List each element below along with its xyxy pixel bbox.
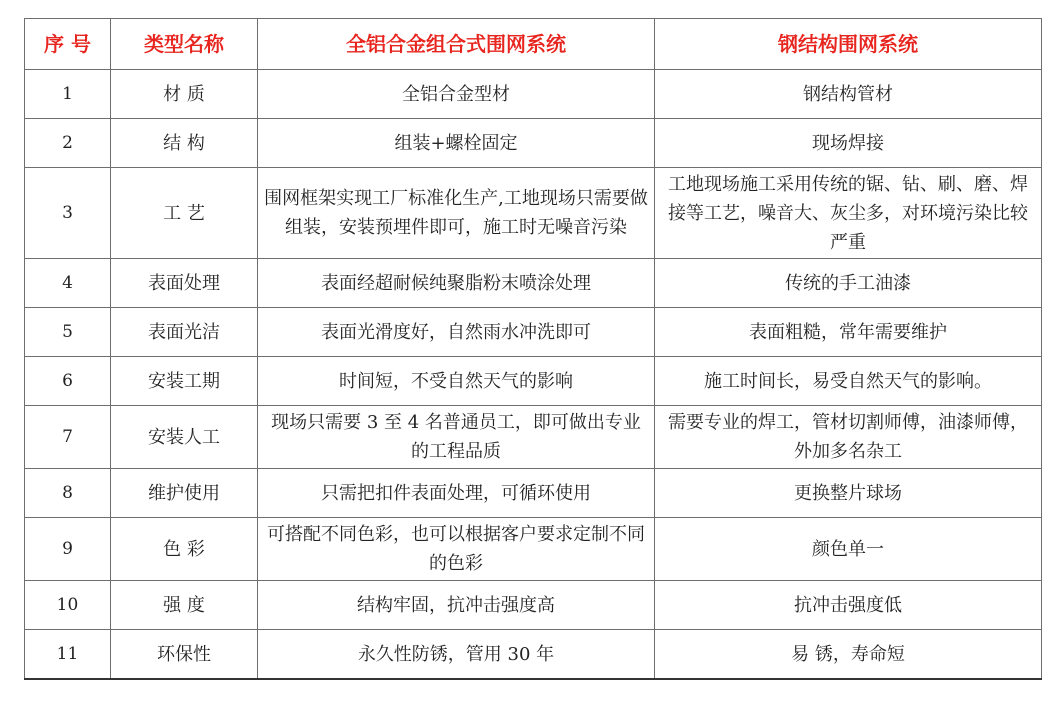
row-steel-cell: 传统的手工油漆 <box>655 259 1042 308</box>
row-type-name: 安装人工 <box>111 406 258 469</box>
row-steel-cell: 钢结构管材 <box>655 70 1042 119</box>
row-aluminum-cell: 组装+螺栓固定 <box>258 119 655 168</box>
header-serial-number: 序 号 <box>25 19 111 70</box>
row-type-name: 强 度 <box>111 581 258 630</box>
table-row <box>25 630 1042 680</box>
row-steel-cell: 需要专业的焊工，管材切割师傅，油漆师傅，外加多名杂工 <box>655 406 1042 469</box>
row-aluminum-cell: 表面光滑度好，自然雨水冲洗即可 <box>258 308 655 357</box>
row-steel-cell: 表面粗糙，常年需要维护 <box>655 308 1042 357</box>
row-type-name: 工 艺 <box>111 168 258 259</box>
row-steel-cell: 现场焊接 <box>655 119 1042 168</box>
row-type-name: 环保性 <box>111 630 258 680</box>
row-steel-cell: 易 锈，寿命短 <box>655 630 1042 680</box>
row-aluminum-cell: 可搭配不同色彩，也可以根据客户要求定制不同的色彩 <box>258 518 655 581</box>
row-aluminum-cell: 表面经超耐候纯聚脂粉末喷涂处理 <box>258 259 655 308</box>
header-type-name: 类型名称 <box>111 19 258 70</box>
row-number: 6 <box>25 357 111 406</box>
row-type-name: 表面处理 <box>111 259 258 308</box>
row-steel-cell: 施工时间长，易受自然天气的影响。 <box>655 357 1042 406</box>
row-number: 2 <box>25 119 111 168</box>
row-number: 11 <box>25 630 111 680</box>
row-aluminum-cell: 结构牢固，抗冲击强度高 <box>258 581 655 630</box>
table-row <box>25 168 1042 259</box>
table-row <box>25 357 1042 406</box>
header-steel-system: 钢结构围网系统 <box>655 19 1042 70</box>
row-type-name: 表面光洁 <box>111 308 258 357</box>
row-number: 10 <box>25 581 111 630</box>
header-row <box>25 19 1042 70</box>
table-row <box>25 308 1042 357</box>
row-type-name: 色 彩 <box>111 518 258 581</box>
row-type-name: 材 质 <box>111 70 258 119</box>
row-steel-cell: 工地现场施工采用传统的锯、钻、刷、磨、焊接等工艺，噪音大、灰尘多，对环境污染比较严重 <box>655 168 1042 259</box>
row-number: 1 <box>25 70 111 119</box>
row-aluminum-cell: 永久性防锈，管用 30 年 <box>258 630 655 680</box>
table-row <box>25 518 1042 581</box>
row-number: 8 <box>25 469 111 518</box>
header-aluminum-system: 全铝合金组合式围网系统 <box>258 19 655 70</box>
table-row <box>25 469 1042 518</box>
row-number: 5 <box>25 308 111 357</box>
table-row <box>25 581 1042 630</box>
table-row <box>25 406 1042 469</box>
table-row <box>25 259 1042 308</box>
table-row <box>25 70 1042 119</box>
table-row <box>25 119 1042 168</box>
row-type-name: 维护使用 <box>111 469 258 518</box>
row-aluminum-cell: 全铝合金型材 <box>258 70 655 119</box>
row-steel-cell: 更换整片球场 <box>655 469 1042 518</box>
row-number: 4 <box>25 259 111 308</box>
row-number: 7 <box>25 406 111 469</box>
row-number: 3 <box>25 168 111 259</box>
row-steel-cell: 颜色单一 <box>655 518 1042 581</box>
comparison-table <box>24 18 1042 680</box>
row-aluminum-cell: 只需把扣件表面处理，可循环使用 <box>258 469 655 518</box>
row-type-name: 安装工期 <box>111 357 258 406</box>
row-type-name: 结 构 <box>111 119 258 168</box>
row-aluminum-cell: 时间短，不受自然天气的影响 <box>258 357 655 406</box>
row-steel-cell: 抗冲击强度低 <box>655 581 1042 630</box>
row-aluminum-cell: 现场只需要 3 至 4 名普通员工，即可做出专业的工程品质 <box>258 406 655 469</box>
row-number: 9 <box>25 518 111 581</box>
row-aluminum-cell: 围网框架实现工厂标准化生产,工地现场只需要做组装，安装预埋件即可，施工时无噪音污染 <box>258 168 655 259</box>
